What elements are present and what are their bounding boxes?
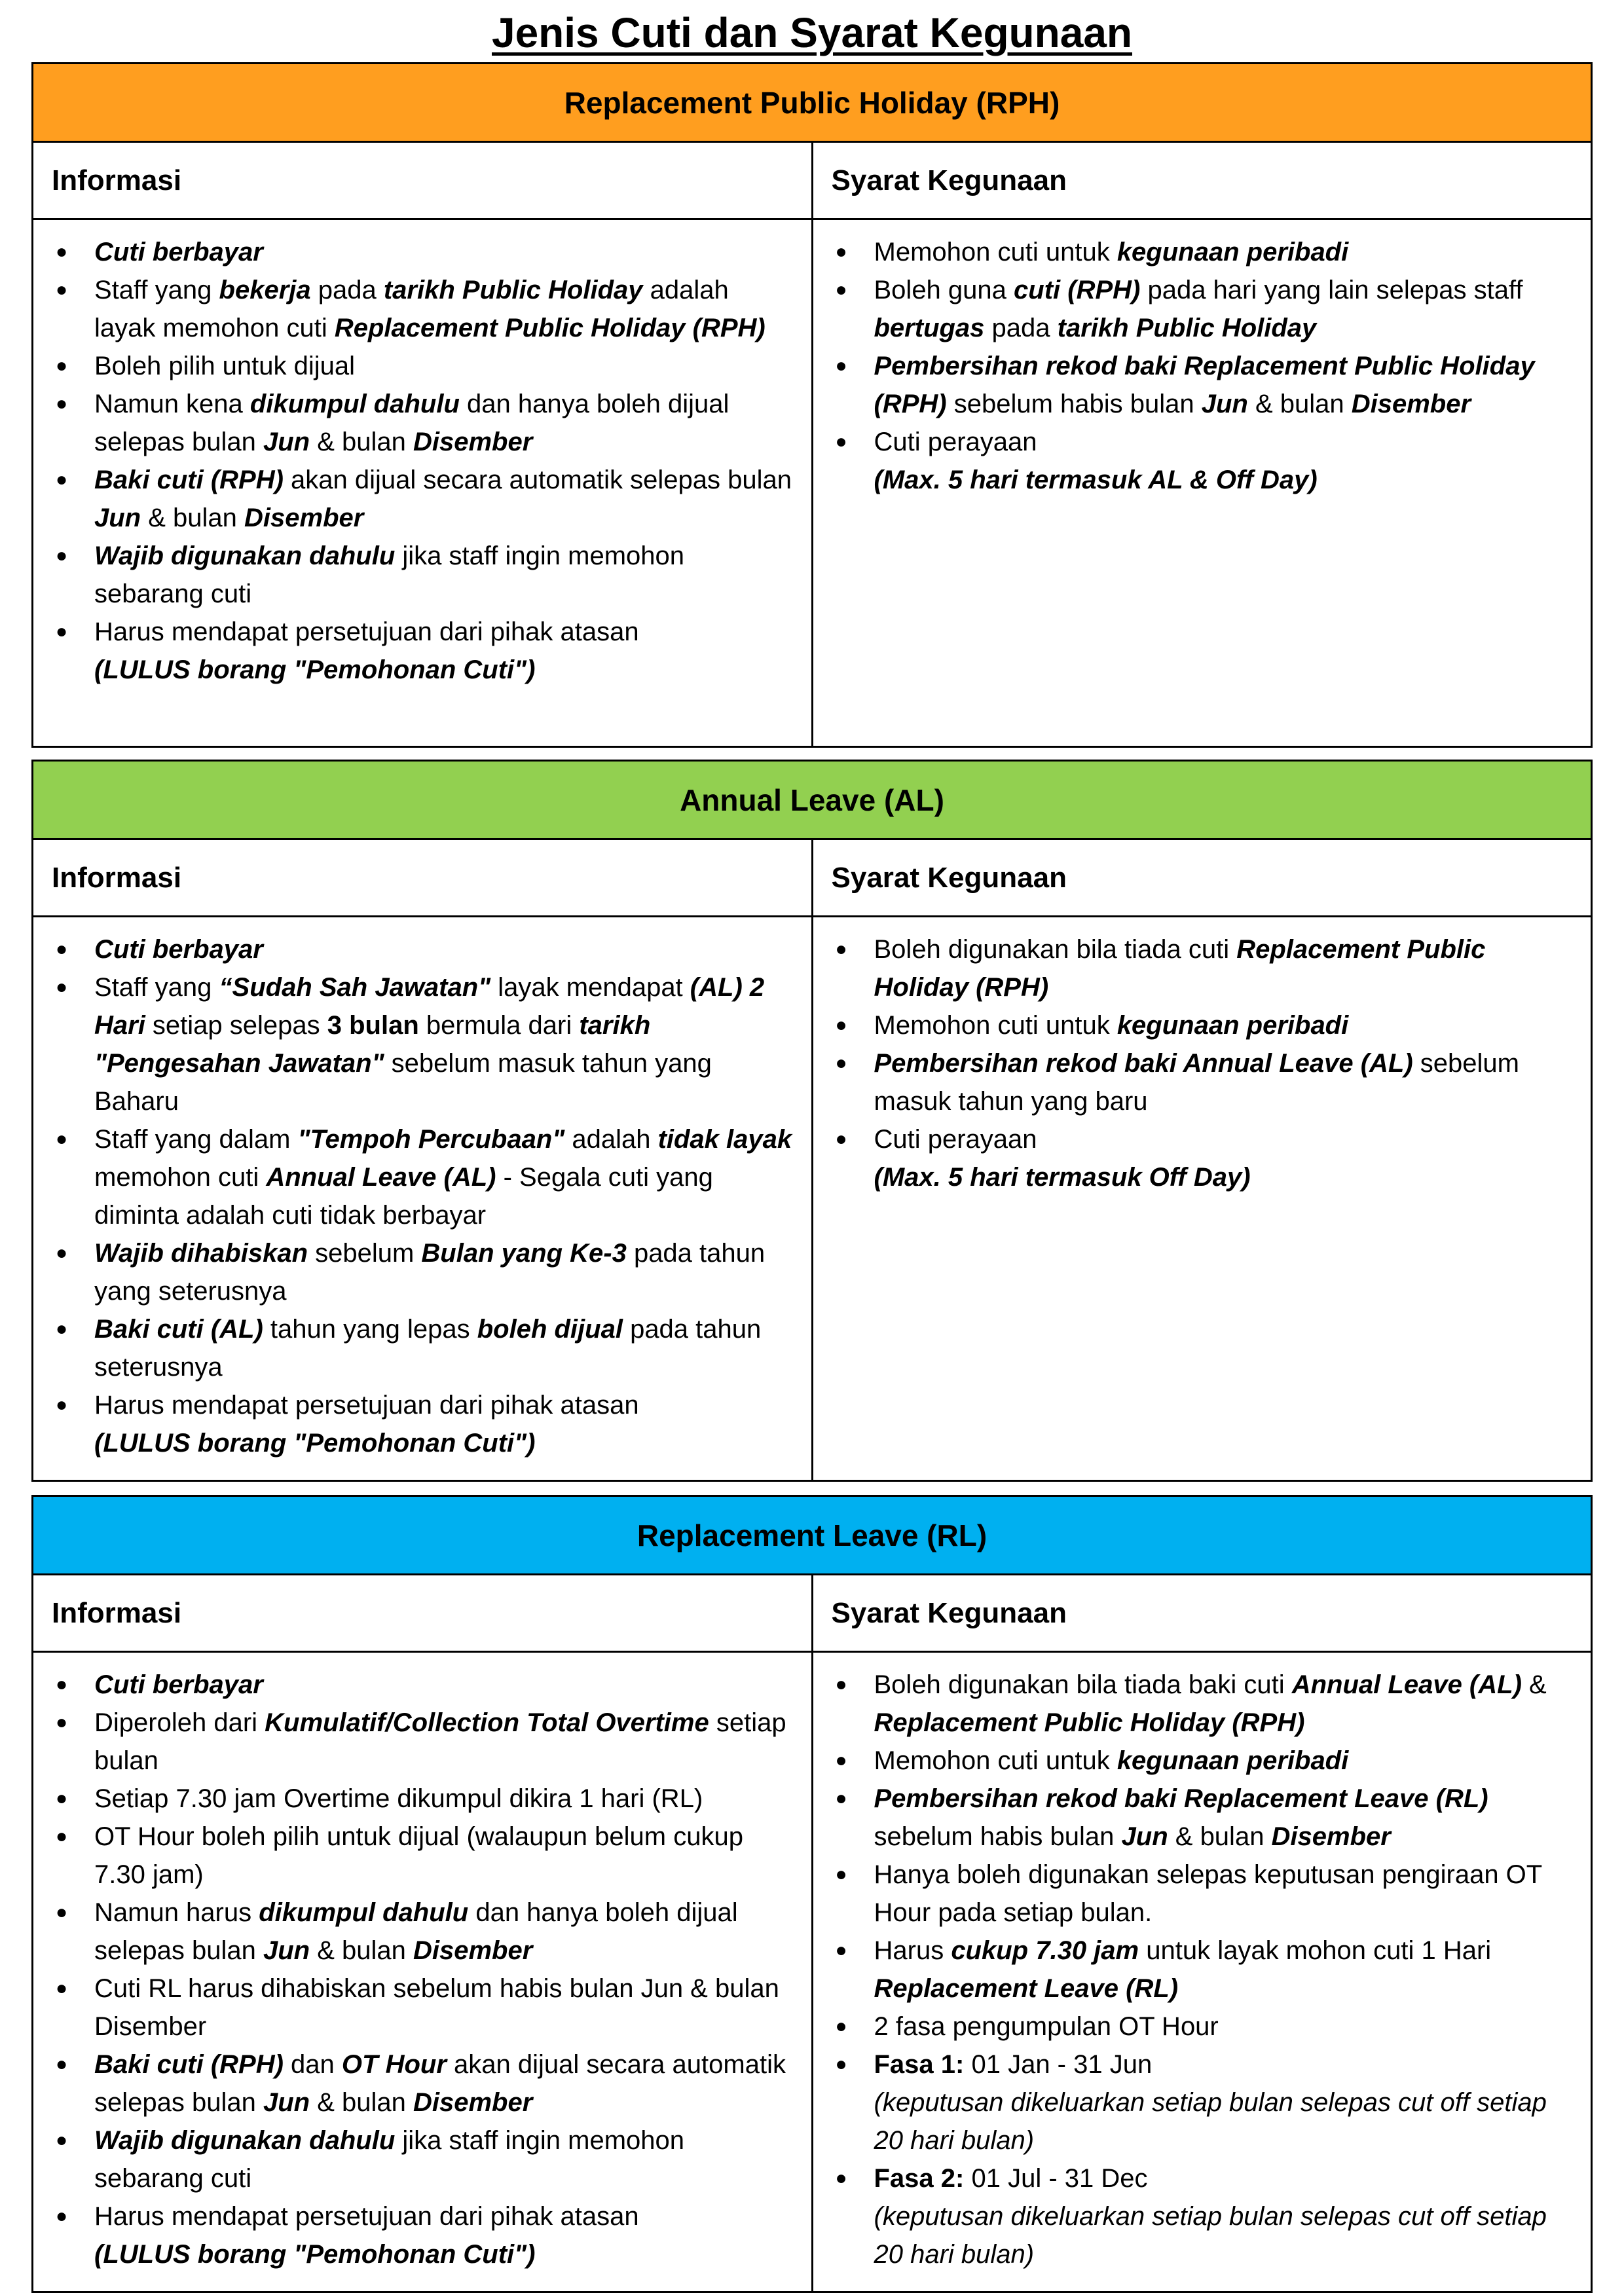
list-item — [52, 1120, 793, 1234]
list-item — [52, 1704, 793, 1780]
text-run: (LULUS borang "Pemohonan Cuti") — [94, 2240, 536, 2269]
text-run: tidak layak — [657, 1125, 792, 1154]
text-run: Jun — [1121, 1822, 1168, 1851]
text-run: Hanya boleh digunakan selepas keputusan pengiraan OT Hour pada setiap bulan. — [874, 1860, 1542, 1927]
rph-header: Replacement Public Holiday (RPH) — [33, 64, 1592, 142]
text-run: & bulan — [1247, 390, 1352, 418]
text-run: (Max. 5 hari termasuk Off Day) — [874, 1163, 1251, 1192]
text-run: layak mendapat — [490, 973, 690, 1002]
text-run: setiap selepas — [145, 1011, 327, 1040]
text-run: Baki cuti (AL) — [94, 1315, 263, 1344]
text-run: & — [1521, 1670, 1547, 1699]
text-run: tarikh "Pengesahan Jawatan" — [94, 1011, 651, 1078]
text-run: cukup 7.30 jam — [951, 1936, 1139, 1965]
text-run: kegunaan peribadi — [1116, 238, 1349, 266]
text-run: 3 bulan — [327, 1011, 419, 1040]
text-run: tarikh Public Holiday — [383, 276, 643, 304]
text-run: Baki cuti (RPH) — [94, 2050, 284, 2079]
list-item — [832, 233, 1573, 271]
list-item — [52, 347, 793, 385]
text-run: Wajib digunakan dahulu — [94, 2126, 396, 2155]
text-run: jika staff ingin memohon sebarang cuti — [94, 542, 684, 608]
text-run: (keputusan dikeluarkan setiap bulan selepas cut off setiap 20 hari bulan) — [874, 2202, 1547, 2269]
text-run: akan dijual secara automatik selepas bulan — [283, 466, 792, 494]
text-run: dikumpul dahulu — [259, 1898, 469, 1927]
rl-table — [31, 1495, 1593, 2293]
text-run: Disember — [1271, 1822, 1391, 1851]
text-run: Disember — [413, 2088, 533, 2117]
text-run: Memohon cuti untuk — [874, 1746, 1117, 1775]
text-run: Replacement Public Holiday (RPH) — [874, 1708, 1305, 1737]
text-run: pada tahun yang seterusnya — [94, 1239, 766, 1306]
text-run: 01 Jan - 31 Jun — [964, 2050, 1153, 2079]
al-info-list — [52, 930, 793, 1462]
text-run: pada tahun seterusnya — [94, 1315, 762, 1382]
text-run: Cuti RL harus dihabiskan sebelum habis bulan Jun & bulan Disember — [94, 1974, 779, 2041]
list-item — [52, 968, 793, 1120]
list-item — [832, 2008, 1573, 2046]
list-item — [52, 233, 793, 271]
text-run: Staff yang — [94, 973, 219, 1002]
text-run: "Tempoh Percubaan" — [297, 1125, 565, 1154]
text-run: Fasa 2: — [874, 2164, 965, 2193]
list-item-continuation — [52, 1424, 793, 1462]
text-run: tahun yang lepas — [263, 1315, 477, 1344]
text-run: Annual Leave (AL) — [266, 1163, 496, 1192]
text-run: sebelum habis bulan — [874, 1822, 1122, 1851]
text-run: Harus mendapat persetujuan dari pihak atasan — [94, 1391, 639, 1420]
rph-info-cell — [33, 219, 813, 747]
text-run: Staff yang — [94, 276, 219, 304]
text-run: & bulan — [310, 2088, 413, 2117]
text-run: Harus mendapat persetujuan dari pihak atasan — [94, 2202, 639, 2231]
text-run: OT Hour boleh pilih untuk dijual (walaupun belum cukup 7.30 jam) — [94, 1822, 743, 1889]
rph-info-list — [52, 233, 793, 689]
al-syarat-header: Syarat Kegunaan — [812, 839, 1592, 917]
text-run: untuk layak mohon cuti 1 Hari — [1139, 1936, 1492, 1965]
page-title: Jenis Cuti dan Syarat Kegunaan — [491, 9, 1133, 56]
text-run: pada — [984, 314, 1058, 342]
text-run: - Segala cuti yang diminta adalah cuti tidak berbayar — [94, 1163, 713, 1230]
text-run: Boleh guna — [874, 276, 1014, 304]
list-item — [832, 930, 1573, 1006]
al-header: Annual Leave (AL) — [33, 761, 1592, 839]
text-run: sebelum masuk tahun yang Baharu — [94, 1049, 712, 1116]
list-item-continuation — [52, 2235, 793, 2273]
text-run: dan hanya boleh dijual selepas bulan — [94, 1898, 738, 1965]
rl-syarat-header: Syarat Kegunaan — [812, 1575, 1592, 1652]
list-item — [832, 423, 1573, 461]
text-run: (Max. 5 hari termasuk AL & Off Day) — [874, 466, 1318, 494]
al-info-header: Informasi — [33, 839, 813, 917]
list-item — [52, 271, 793, 347]
list-item — [832, 1780, 1573, 1856]
list-item — [832, 347, 1573, 423]
text-run: (LULUS borang "Pemohonan Cuti") — [94, 1429, 536, 1458]
text-run: & bulan — [310, 428, 413, 456]
text-run: Pembersihan rekod baki Annual Leave (AL) — [874, 1049, 1413, 1078]
rph-syarat-cell — [812, 219, 1592, 747]
text-run: Annual Leave (AL) — [1291, 1670, 1522, 1699]
text-run: Cuti perayaan — [874, 1125, 1037, 1154]
list-item — [52, 1894, 793, 1970]
text-run: Diperoleh dari — [94, 1708, 265, 1737]
list-item — [52, 461, 793, 537]
text-run: & bulan — [310, 1936, 413, 1965]
text-run: Replacement Public Holiday (RPH) — [334, 314, 766, 342]
text-run: Jun — [1201, 390, 1248, 418]
text-run: Replacement Leave (RL) — [874, 1974, 1179, 2003]
text-run: boleh dijual — [477, 1315, 623, 1344]
list-item — [832, 1742, 1573, 1780]
text-run: Pembersihan rekod baki Replacement Public Holiday (RPH) — [874, 352, 1535, 418]
list-item — [52, 1780, 793, 1818]
text-run: Memohon cuti untuk — [874, 238, 1117, 266]
list-item — [832, 1932, 1573, 2008]
text-run: pada hari yang lain selepas staff — [1140, 276, 1523, 304]
list-item — [52, 1234, 793, 1310]
text-run: Harus mendapat persetujuan dari pihak atasan — [94, 617, 639, 646]
text-run: pada — [310, 276, 384, 304]
text-run: Disember — [1351, 390, 1471, 418]
list-item — [52, 930, 793, 968]
rl-info-list — [52, 1666, 793, 2273]
list-item — [52, 1666, 793, 1704]
al-table — [31, 760, 1593, 1482]
text-run: dan — [283, 2050, 342, 2079]
text-run: Cuti berbayar — [94, 238, 263, 266]
rl-info-cell — [33, 1652, 813, 2292]
list-item — [832, 271, 1573, 347]
text-run: Jun — [263, 1936, 310, 1965]
text-run: (LULUS borang "Pemohonan Cuti") — [94, 655, 536, 684]
text-run: akan dijual secara automatik selepas bulan — [94, 2050, 786, 2117]
text-run: Jun — [94, 504, 141, 532]
text-run: Replacement Public Holiday (RPH) — [874, 935, 1486, 1002]
text-run: jika staff ingin memohon sebarang cuti — [94, 2126, 684, 2193]
list-item — [832, 1856, 1573, 1932]
text-run: Boleh digunakan bila tiada baki cuti — [874, 1670, 1292, 1699]
list-item — [52, 1818, 793, 1894]
text-run: Wajib digunakan dahulu — [94, 542, 396, 570]
text-run: tarikh Public Holiday — [1057, 314, 1317, 342]
text-run: adalah — [564, 1125, 658, 1154]
text-run: “Sudah Sah Jawatan" — [219, 973, 491, 1002]
text-run: bertugas — [874, 314, 985, 342]
text-run: OT Hour — [341, 2050, 447, 2079]
text-run: bekerja — [219, 276, 311, 304]
text-run: Cuti perayaan — [874, 428, 1037, 456]
text-run: Memohon cuti untuk — [874, 1011, 1117, 1040]
list-item-continuation — [832, 461, 1573, 499]
text-run: memohon cuti — [94, 1163, 267, 1192]
text-run: kegunaan peribadi — [1116, 1011, 1349, 1040]
list-item — [52, 613, 793, 651]
list-item — [832, 2046, 1573, 2084]
text-run: Boleh pilih untuk dijual — [94, 352, 356, 380]
list-item — [832, 1044, 1573, 1120]
rl-syarat-list — [832, 1666, 1573, 2273]
text-run: Harus — [874, 1936, 951, 1965]
list-item — [832, 1006, 1573, 1044]
text-run: sebelum masuk tahun yang baru — [874, 1049, 1519, 1116]
text-run: Wajib dihabiskan — [94, 1239, 308, 1268]
text-run: adalah layak memohon cuti — [94, 276, 729, 342]
text-run: Jun — [263, 428, 310, 456]
list-item — [52, 1310, 793, 1386]
list-item-continuation — [52, 651, 793, 689]
text-run: & bulan — [141, 504, 245, 532]
text-run: sebelum habis bulan — [946, 390, 1202, 418]
list-item — [52, 385, 793, 461]
text-run: Jun — [263, 2088, 310, 2117]
list-item — [52, 2197, 793, 2235]
text-run: & bulan — [1168, 1822, 1272, 1851]
text-run: 01 Jul - 31 Dec — [964, 2164, 1148, 2193]
text-run: Bulan yang Ke-3 — [421, 1239, 627, 1268]
text-run: 2 fasa pengumpulan OT Hour — [874, 2012, 1219, 2041]
rl-header: Replacement Leave (RL) — [33, 1496, 1592, 1575]
text-run: dikumpul dahulu — [249, 390, 460, 418]
text-run: Setiap 7.30 jam Overtime dikumpul dikira 1 hari (RL) — [94, 1784, 703, 1813]
text-run: Kumulatif/Collection Total Overtime — [265, 1708, 709, 1737]
al-syarat-cell — [812, 917, 1592, 1481]
text-run: Staff yang dalam — [94, 1125, 298, 1154]
list-item — [52, 1386, 793, 1424]
list-item — [832, 2159, 1573, 2197]
text-run: bermula dari — [418, 1011, 580, 1040]
text-run: dan hanya boleh dijual selepas bulan — [94, 390, 729, 456]
text-run: Fasa 1: — [874, 2050, 965, 2079]
rph-syarat-header: Syarat Kegunaan — [812, 142, 1592, 219]
al-info-cell — [33, 917, 813, 1481]
text-run: setiap bulan — [94, 1708, 786, 1775]
text-run: (keputusan dikeluarkan setiap bulan selepas cut off setiap 20 hari bulan) — [874, 2088, 1547, 2155]
list-item — [52, 2046, 793, 2121]
text-run: Cuti berbayar — [94, 935, 263, 964]
list-item-continuation — [832, 1158, 1573, 1196]
text-run: (AL) 2 Hari — [94, 973, 765, 1040]
text-run: cuti (RPH) — [1014, 276, 1141, 304]
rph-syarat-list — [832, 233, 1573, 499]
text-run: sebelum — [308, 1239, 422, 1268]
list-item — [52, 537, 793, 613]
list-item-continuation — [832, 2084, 1573, 2159]
text-run: Namun harus — [94, 1898, 259, 1927]
rl-syarat-cell — [812, 1652, 1592, 2292]
text-run: kegunaan peribadi — [1116, 1746, 1349, 1775]
rph-info-header: Informasi — [33, 142, 813, 219]
list-item-continuation — [832, 2197, 1573, 2273]
text-run: Baki cuti (RPH) — [94, 466, 284, 494]
list-item — [832, 1666, 1573, 1742]
rl-info-header: Informasi — [33, 1575, 813, 1652]
text-run: Disember — [413, 428, 533, 456]
text-run: Namun kena — [94, 390, 250, 418]
list-item — [832, 1120, 1573, 1158]
text-run: Cuti berbayar — [94, 1670, 263, 1699]
al-syarat-list — [832, 930, 1573, 1196]
text-run: Disember — [244, 504, 364, 532]
list-item — [52, 2121, 793, 2197]
text-run: Boleh digunakan bila tiada cuti — [874, 935, 1237, 964]
list-item — [52, 1970, 793, 2046]
text-run: Disember — [413, 1936, 533, 1965]
rph-table — [31, 62, 1593, 748]
text-run: Pembersihan rekod baki Replacement Leave (RL) — [874, 1784, 1488, 1813]
